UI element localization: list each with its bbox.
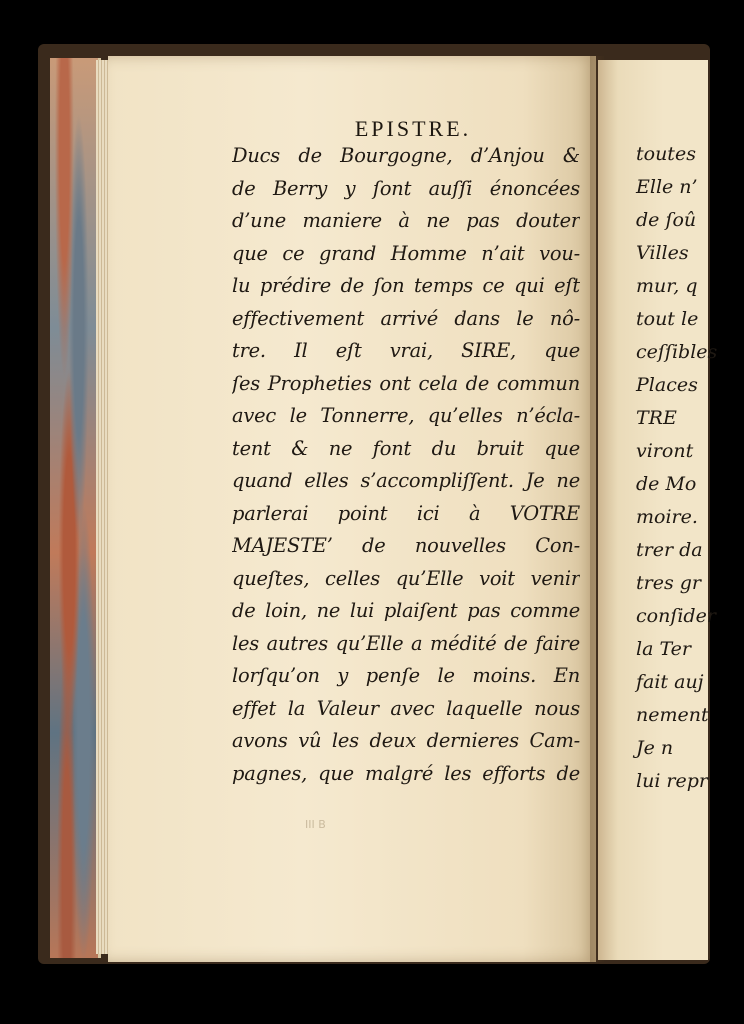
text-line: de loin, ne lui plaiſent pas comme xyxy=(232,599,580,622)
text-line: moire. xyxy=(636,506,698,528)
text-line: de ſoû xyxy=(636,209,697,231)
text-line: toutes xyxy=(636,143,696,165)
text-line: tout le xyxy=(636,308,699,330)
text-line: lui repr xyxy=(636,770,709,792)
text-line: ſes Propheties ont cela de commun xyxy=(232,371,580,395)
text-line: les autres qu’Elle a médité de faire xyxy=(232,631,580,655)
marbled-edge xyxy=(50,58,101,958)
text-line: tre. Il eſt vrai, SIRE, que xyxy=(232,339,580,362)
text-line: Places xyxy=(636,374,698,396)
text-line: quand elles s’accompliſſent. Je ne xyxy=(232,469,580,492)
text-line: lorſqu’on y penſe le moins. En xyxy=(232,664,580,687)
text-line: parlerai point ici à VOTRE xyxy=(232,501,580,525)
text-line: de Mo xyxy=(636,473,697,495)
text-line: la Ter xyxy=(636,638,691,660)
library-stamp: III B xyxy=(305,818,326,831)
text-line: Ducs de Bourgogne, d’Anjou & xyxy=(232,144,580,167)
text-line: lu prédire de ſon temps ce qui eſt xyxy=(232,274,580,297)
text-line: avec le Tonnerre, qu’elles n’écla- xyxy=(232,404,580,427)
text-line: effet la Valeur avec laquelle nous xyxy=(232,696,580,720)
text-line: Je n xyxy=(636,737,674,759)
text-line: nement xyxy=(636,704,709,726)
page-header xyxy=(0,116,744,142)
text-line: TRE xyxy=(636,407,677,429)
text-line: de Berry y ſont auſſi énoncées xyxy=(232,176,580,200)
text-line: tres gr xyxy=(636,572,701,594)
text-line: trer da xyxy=(636,539,703,561)
text-line: mur, q xyxy=(636,275,698,297)
left-page-text xyxy=(232,140,580,790)
text-line: effectivement arrivé dans le nô- xyxy=(232,306,580,330)
text-line: fait auj xyxy=(636,671,704,693)
text-line: Villes xyxy=(636,242,689,264)
text-line: pagnes, que malgré les efforts de xyxy=(232,761,580,785)
text-line: Elle n’ xyxy=(636,176,698,198)
text-line: d’une maniere à ne pas douter xyxy=(232,209,580,232)
text-line: que ce grand Homme n’ait vou- xyxy=(232,241,580,265)
text-line: MAJESTE’ de nouvelles Con- xyxy=(232,534,580,557)
page-header-text: EPISTRE. xyxy=(354,116,472,141)
text-line: ceſſibles xyxy=(636,341,718,363)
text-line: tent & ne font du bruit que xyxy=(232,436,580,460)
right-page-text xyxy=(636,138,716,798)
text-line: viront xyxy=(636,440,694,462)
text-line: avons vû les deux dernieres Cam- xyxy=(232,729,580,752)
text-line: queſtes, celles qu’Elle voit venir xyxy=(232,566,580,590)
text-line: conſider xyxy=(636,605,716,627)
